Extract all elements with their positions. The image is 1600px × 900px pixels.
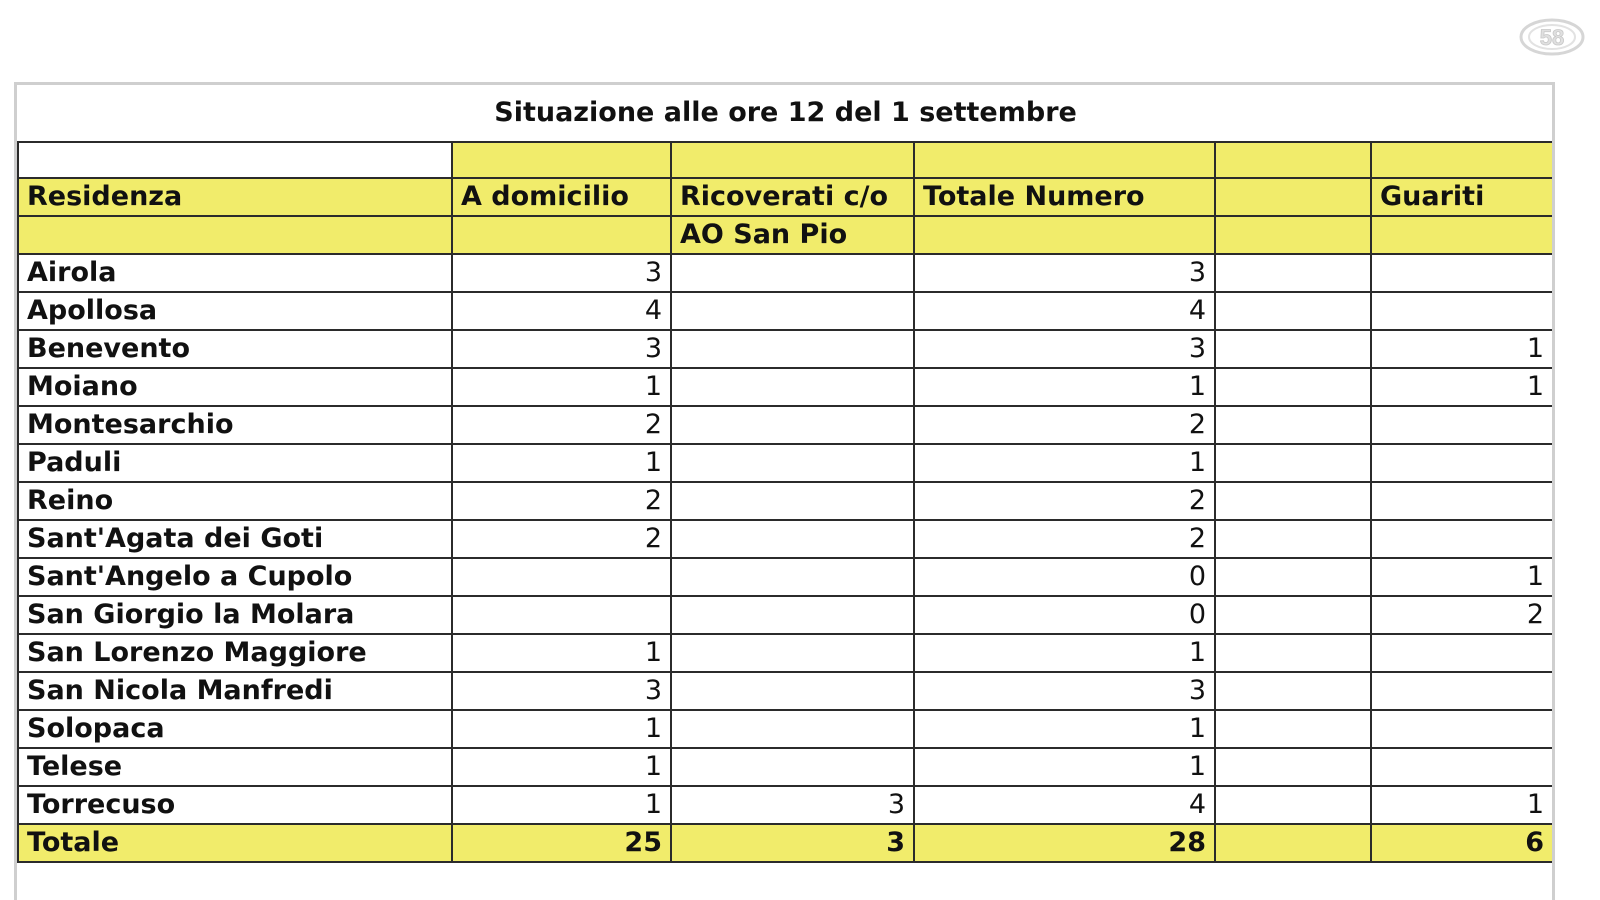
- cell-residenza: Benevento: [18, 330, 452, 368]
- cell-blank: [1215, 292, 1371, 330]
- cell-ricoverati: [671, 748, 914, 786]
- header-residenza: Residenza: [18, 178, 452, 216]
- header-cell-empty: [1215, 216, 1371, 254]
- cell-guariti: 1: [1371, 558, 1553, 596]
- report-table: [17, 85, 1554, 863]
- cell-guariti: 1: [1371, 368, 1553, 406]
- cell-residenza: Paduli: [18, 444, 452, 482]
- cell-blank: [1215, 368, 1371, 406]
- cell-guariti: [1371, 520, 1553, 558]
- header-cell-empty: [914, 142, 1215, 178]
- cell-residenza: Apollosa: [18, 292, 452, 330]
- cell-ricoverati: [671, 710, 914, 748]
- header-cell-empty: [18, 142, 452, 178]
- cell-totale: 1: [914, 368, 1215, 406]
- cell-domicilio: 1: [452, 634, 671, 672]
- cell-domicilio: 3: [452, 672, 671, 710]
- totals-totale: 28: [914, 824, 1215, 862]
- cell-blank: [1215, 558, 1371, 596]
- header-ricoverati-sub: AO San Pio: [671, 216, 914, 254]
- cell-domicilio: 3: [452, 330, 671, 368]
- header-cell-empty: [452, 216, 671, 254]
- cell-totale: 1: [914, 444, 1215, 482]
- cell-domicilio: 4: [452, 292, 671, 330]
- cell-guariti: [1371, 444, 1553, 482]
- header-cell-empty: [452, 142, 671, 178]
- cell-totale: 3: [914, 330, 1215, 368]
- cell-ricoverati: [671, 368, 914, 406]
- cell-domicilio: 2: [452, 406, 671, 444]
- cell-ricoverati: [671, 634, 914, 672]
- cell-guariti: 1: [1371, 330, 1553, 368]
- channel-logo: [1518, 14, 1586, 58]
- table-row: [18, 634, 1553, 672]
- cell-ricoverati: [671, 558, 914, 596]
- table-title: Situazione alle ore 12 del 1 settembre: [18, 85, 1553, 142]
- cell-residenza: Airola: [18, 254, 452, 292]
- cell-guariti: [1371, 748, 1553, 786]
- totals-blank: [1215, 824, 1371, 862]
- cell-ricoverati: 3: [671, 786, 914, 824]
- cell-ricoverati: [671, 482, 914, 520]
- channel-logo-icon: [1518, 14, 1586, 58]
- cell-residenza: Telese: [18, 748, 452, 786]
- cell-residenza: Moiano: [18, 368, 452, 406]
- cell-blank: [1215, 786, 1371, 824]
- cell-domicilio: [452, 596, 671, 634]
- cell-residenza: San Nicola Manfredi: [18, 672, 452, 710]
- header-cell-empty: [1371, 216, 1553, 254]
- cell-ricoverati: [671, 292, 914, 330]
- cell-guariti: 2: [1371, 596, 1553, 634]
- cell-guariti: [1371, 710, 1553, 748]
- cell-guariti: [1371, 292, 1553, 330]
- cell-totale: 1: [914, 710, 1215, 748]
- cell-guariti: 1: [1371, 786, 1553, 824]
- cell-ricoverati: [671, 406, 914, 444]
- cell-residenza: Sant'Angelo a Cupolo: [18, 558, 452, 596]
- cell-blank: [1215, 634, 1371, 672]
- cell-domicilio: 1: [452, 786, 671, 824]
- table-row: [18, 330, 1553, 368]
- title-row: [18, 85, 1553, 142]
- cell-residenza: Torrecuso: [18, 786, 452, 824]
- cell-totale: 2: [914, 520, 1215, 558]
- totals-row: [18, 824, 1553, 862]
- cell-totale: 3: [914, 254, 1215, 292]
- table-row: [18, 254, 1553, 292]
- header-ricoverati: Ricoverati c/o: [671, 178, 914, 216]
- header-row-sub: [18, 216, 1553, 254]
- header-cell-empty: [18, 216, 452, 254]
- cell-ricoverati: [671, 330, 914, 368]
- totals-domicilio: 25: [452, 824, 671, 862]
- cell-totale: 1: [914, 748, 1215, 786]
- cell-totale: 2: [914, 406, 1215, 444]
- header-guariti: Guariti: [1371, 178, 1553, 216]
- cell-blank: [1215, 406, 1371, 444]
- cell-guariti: [1371, 672, 1553, 710]
- cell-ricoverati: [671, 254, 914, 292]
- table-row: [18, 558, 1553, 596]
- cell-residenza: Reino: [18, 482, 452, 520]
- cell-totale: 0: [914, 596, 1215, 634]
- table-row: [18, 444, 1553, 482]
- header-row-top: [18, 142, 1553, 178]
- cell-blank: [1215, 710, 1371, 748]
- cell-ricoverati: [671, 672, 914, 710]
- cell-domicilio: 1: [452, 368, 671, 406]
- cell-blank: [1215, 444, 1371, 482]
- cell-domicilio: 3: [452, 254, 671, 292]
- cell-domicilio: 1: [452, 748, 671, 786]
- cell-domicilio: 1: [452, 710, 671, 748]
- cell-ricoverati: [671, 444, 914, 482]
- table-row: [18, 520, 1553, 558]
- table-row: [18, 748, 1553, 786]
- header-cell-empty: [1371, 142, 1553, 178]
- cell-domicilio: 2: [452, 482, 671, 520]
- cell-guariti: [1371, 406, 1553, 444]
- cell-blank: [1215, 672, 1371, 710]
- header-cell-empty: [1215, 142, 1371, 178]
- cell-domicilio: 1: [452, 444, 671, 482]
- table-row: [18, 596, 1553, 634]
- table-row: [18, 710, 1553, 748]
- cell-guariti: [1371, 482, 1553, 520]
- cell-residenza: San Lorenzo Maggiore: [18, 634, 452, 672]
- header-domicilio: A domicilio: [452, 178, 671, 216]
- cell-blank: [1215, 596, 1371, 634]
- table-row: [18, 672, 1553, 710]
- header-blank: [1215, 178, 1371, 216]
- table-row: [18, 406, 1553, 444]
- table-row: [18, 292, 1553, 330]
- cell-blank: [1215, 330, 1371, 368]
- channel-logo-text: 58: [1539, 25, 1565, 50]
- cell-residenza: Solopaca: [18, 710, 452, 748]
- cell-ricoverati: [671, 596, 914, 634]
- cell-residenza: Montesarchio: [18, 406, 452, 444]
- header-cell-empty: [671, 142, 914, 178]
- table-row: [18, 368, 1553, 406]
- cell-totale: 3: [914, 672, 1215, 710]
- cell-domicilio: [452, 558, 671, 596]
- header-cell-empty: [914, 216, 1215, 254]
- cell-totale: 4: [914, 292, 1215, 330]
- report-table-container: [14, 82, 1555, 900]
- cell-guariti: [1371, 634, 1553, 672]
- header-totale-numero: Totale Numero: [914, 178, 1215, 216]
- cell-blank: [1215, 520, 1371, 558]
- table-row: [18, 482, 1553, 520]
- header-row-main: [18, 178, 1553, 216]
- cell-totale: 2: [914, 482, 1215, 520]
- cell-residenza: San Giorgio la Molara: [18, 596, 452, 634]
- cell-totale: 4: [914, 786, 1215, 824]
- totals-label: Totale: [18, 824, 452, 862]
- cell-blank: [1215, 254, 1371, 292]
- table-row: [18, 786, 1553, 824]
- cell-totale: 1: [914, 634, 1215, 672]
- totals-guariti: 6: [1371, 824, 1553, 862]
- cell-blank: [1215, 482, 1371, 520]
- cell-ricoverati: [671, 520, 914, 558]
- cell-totale: 0: [914, 558, 1215, 596]
- cell-blank: [1215, 748, 1371, 786]
- totals-ricoverati: 3: [671, 824, 914, 862]
- cell-domicilio: 2: [452, 520, 671, 558]
- cell-residenza: Sant'Agata dei Goti: [18, 520, 452, 558]
- cell-guariti: [1371, 254, 1553, 292]
